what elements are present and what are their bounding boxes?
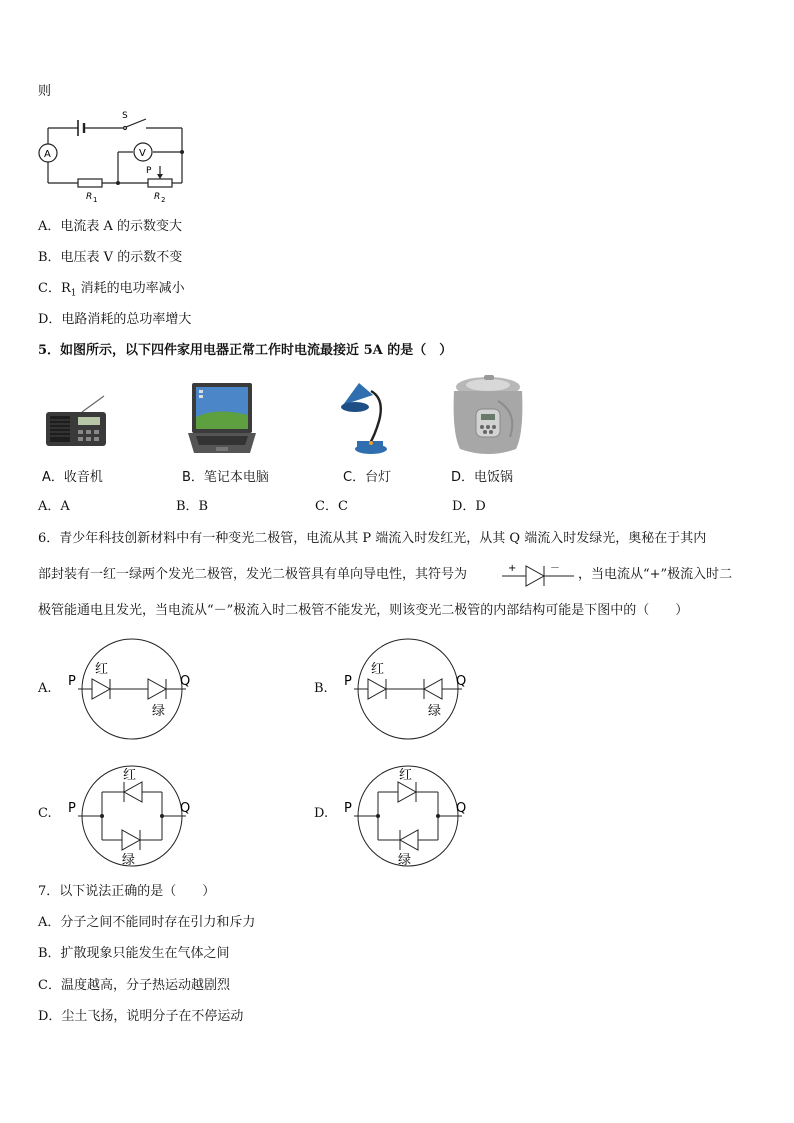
q6-b-green-label: 绿	[428, 704, 442, 719]
prev-option-d: D．电路消耗的总功率增大	[38, 312, 192, 327]
prev-option-c	[38, 281, 185, 302]
q6-figure-c-label: C.	[38, 806, 52, 821]
q5-answer-d: D．D	[452, 499, 486, 514]
q6-figure-b-label: B.	[314, 681, 328, 696]
r2-subscript: 2	[161, 196, 166, 204]
q5-answer-c: C．C	[315, 499, 348, 514]
q6-c-q-label: Q	[180, 801, 191, 816]
circuit-diagram	[38, 106, 188, 206]
q5-caption-cooker: D．电饭锅	[451, 470, 514, 485]
q6-c-p-label: P	[68, 801, 76, 816]
q6-figure-a	[62, 637, 202, 741]
q6-a-q-label: Q	[180, 674, 191, 689]
q7-option-a: A．分子之间不能同时存在引力和斥力	[38, 915, 256, 930]
q6-figure-c	[62, 764, 202, 868]
prev-option-c-rest: 消耗的电功率减小	[76, 281, 185, 296]
q6-figure-d-label: D.	[314, 806, 329, 821]
q6-d-q-label: Q	[456, 801, 467, 816]
q6-figure-d	[338, 764, 478, 868]
q6-d-red-label: 红	[399, 768, 413, 783]
q6-b-p-label: P	[344, 674, 352, 689]
rice-cooker-icon	[448, 373, 530, 459]
r1-subscript: 1	[93, 196, 98, 204]
q6-c-green-label: 绿	[122, 853, 136, 868]
q6-a-p-label: P	[68, 674, 76, 689]
laptop-icon	[186, 381, 258, 457]
q7-option-c: C．温度越高，分子热运动越剧烈	[38, 978, 230, 993]
q5-answer-a: A．A	[38, 499, 70, 514]
q6-stem-line3: 极管能通电且发光，当电流从“－”极流入时二极管不能发光，则该变光二极管的内部结构可能是下图中的（ ）	[38, 603, 689, 618]
q6-b-q-label: Q	[456, 674, 467, 689]
q6-figure-a-label: A.	[38, 681, 52, 696]
diode-symbol	[500, 560, 576, 590]
q5-caption-radio: A．收音机	[42, 470, 103, 485]
prev-option-c-prefix: C．R	[38, 281, 71, 296]
diode-minus-label: －	[550, 563, 560, 574]
q6-stem-line2-part2: ，当电流从“+”极流入时二	[578, 567, 733, 582]
r2-label: R	[154, 192, 161, 202]
q6-a-green-label: 绿	[152, 704, 166, 719]
diode-plus-label: +	[508, 563, 517, 574]
prev-option-a: A．电流表 A 的示数变大	[38, 219, 183, 234]
r1-label: R	[86, 192, 93, 202]
ammeter-label: A	[44, 149, 51, 160]
voltmeter-label: V	[139, 148, 146, 159]
q6-c-red-label: 红	[123, 768, 137, 783]
q5-caption-laptop: B．笔记本电脑	[182, 470, 269, 485]
desk-lamp-icon	[333, 377, 389, 457]
switch-label: S	[122, 111, 128, 121]
prev-option-c-subscript: 1	[70, 288, 77, 299]
q5-stem: 5．如图所示，以下四件家用电器正常工作时电流最接近 5A 的是（ ）	[38, 343, 453, 358]
q6-b-red-label: 红	[371, 662, 385, 677]
radio-icon	[42, 392, 110, 450]
q6-d-p-label: P	[344, 801, 352, 816]
q7-stem: 7．以下说法正确的是（ ）	[38, 884, 216, 899]
q5-answer-b: B．B	[176, 499, 209, 514]
q6-a-red-label: 红	[95, 662, 109, 677]
slider-label: P	[146, 166, 152, 176]
q6-figure-b	[338, 637, 478, 741]
q6-d-green-label: 绿	[398, 853, 412, 868]
q7-option-d: D．尘土飞扬，说明分子在不停运动	[38, 1009, 244, 1024]
q7-option-b: B．扩散现象只能发生在气体之间	[38, 946, 230, 961]
question-tail-text: 则	[38, 84, 52, 99]
q6-stem-line2-part1: 部封装有一红一绿两个发光二极管，发光二极管具有单向导电性，其符号为	[38, 567, 468, 582]
q5-caption-lamp: C．台灯	[343, 470, 392, 485]
prev-option-b: B．电压表 V 的示数不变	[38, 250, 183, 265]
q6-stem-line1: 6．青少年科技创新材料中有一种变光二极管，电流从其 P 端流入时发红光，从其 Q 端流入时发绿光，奥秘在于其内	[38, 531, 707, 546]
